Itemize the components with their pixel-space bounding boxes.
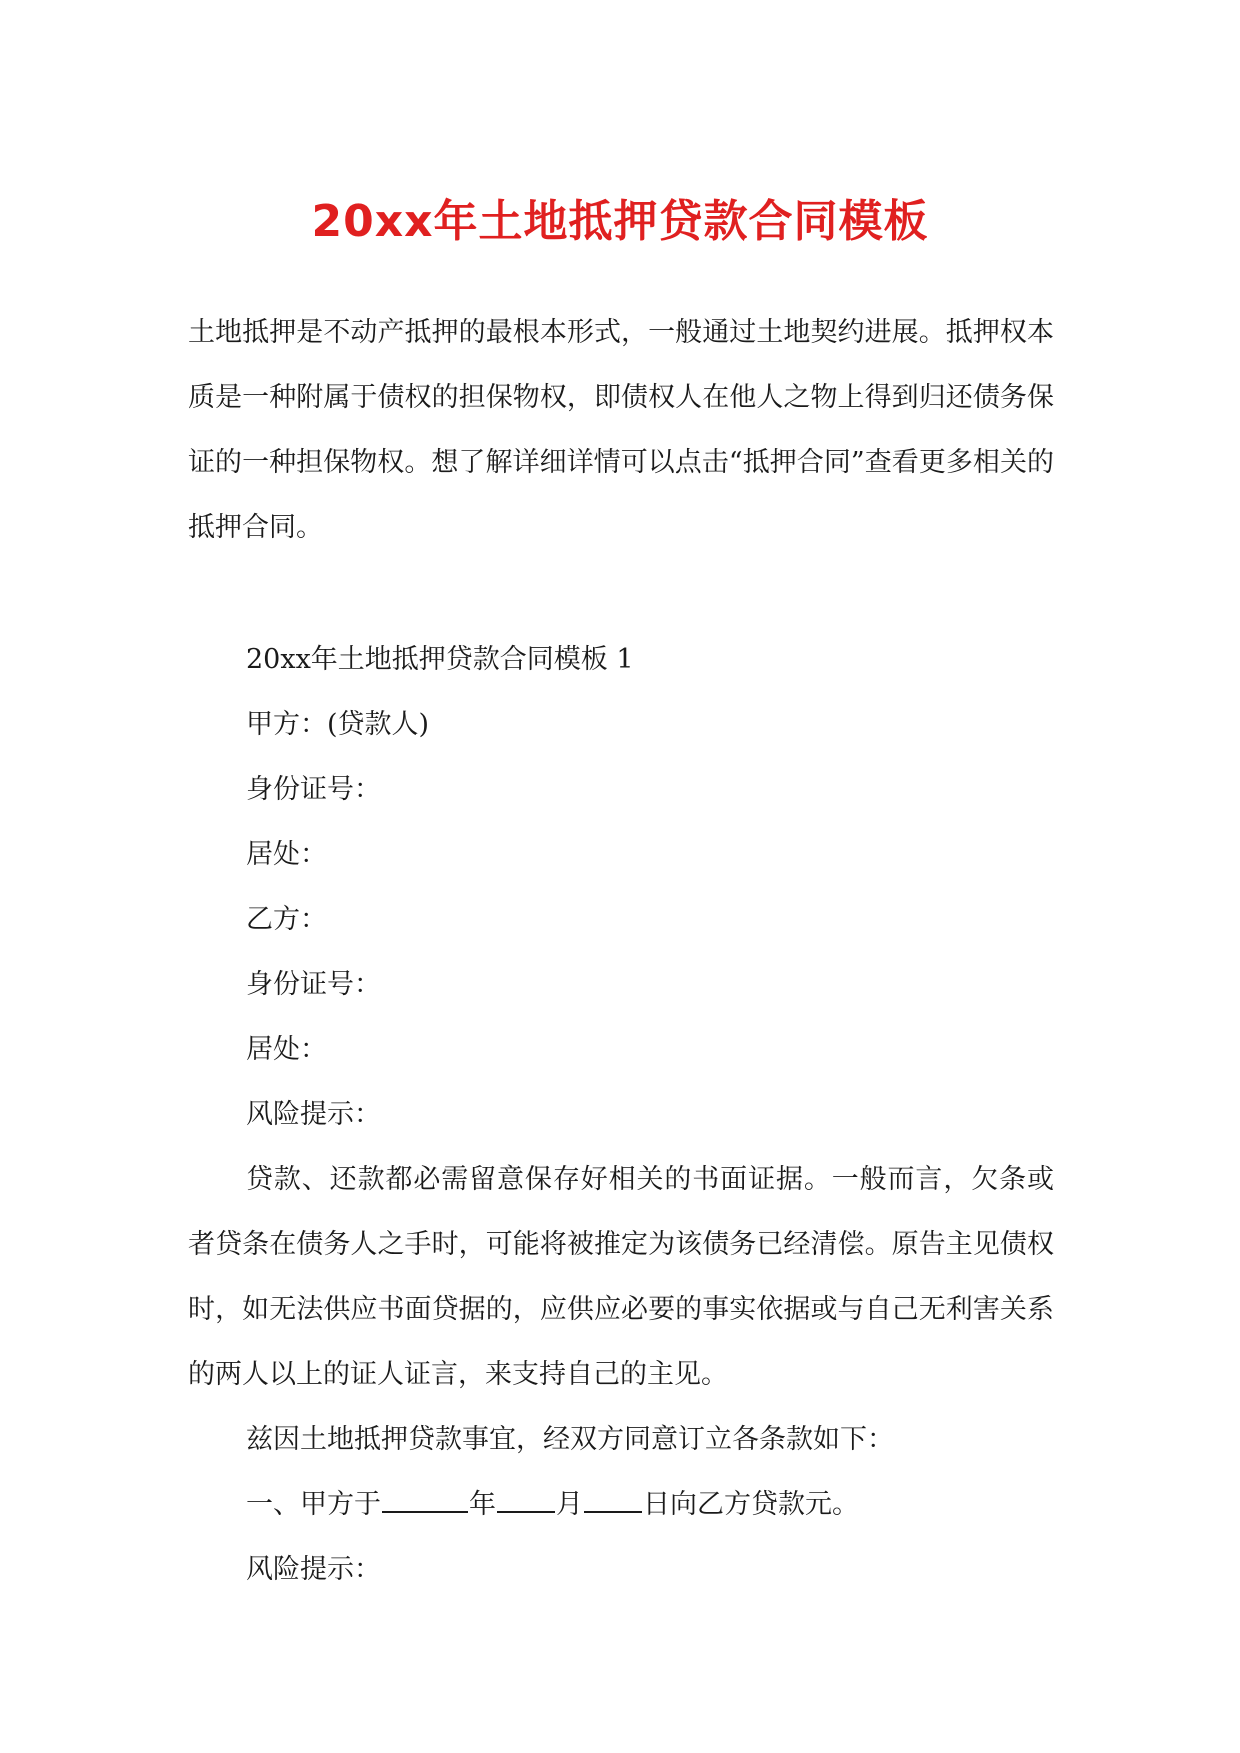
party-b-line: 乙方： bbox=[246, 904, 327, 935]
month-blank[interactable] bbox=[497, 1483, 555, 1513]
intro-paragraph: 土地抵押是不动产抵押的最根本形式，一般通过土地契约进展。抵押权本质是一种附属于债权的担保物权，即债权人在他人之物上得到归还债务保证的一种担保物权。想了解详细详情可以点击“抵押合同”查看更多相关的抵押合同。 bbox=[188, 317, 1054, 543]
risk-tip-heading-2: 风险提示： bbox=[246, 1554, 381, 1585]
party-b-address-line: 居处： bbox=[246, 1034, 327, 1065]
party-a-id-line: 身份证号： bbox=[246, 774, 381, 805]
document-title: 20xx年土地抵押贷款合同模板 bbox=[311, 196, 929, 247]
party-a-address-line: 居处： bbox=[246, 839, 327, 870]
party-a-line: 甲方：(贷款人) bbox=[246, 709, 430, 740]
year-blank[interactable] bbox=[382, 1483, 468, 1513]
day-blank[interactable] bbox=[584, 1483, 642, 1513]
clause-1-suffix: 日向乙方贷款元。 bbox=[643, 1489, 859, 1520]
clause-1 bbox=[188, 1472, 1054, 1537]
agreement-intro: 兹因土地抵押贷款事宜，经双方同意订立各条款如下： bbox=[246, 1424, 894, 1455]
clause-1-month-label: 月 bbox=[556, 1489, 583, 1520]
contract-body bbox=[188, 627, 1054, 1602]
party-b-id-line: 身份证号： bbox=[246, 969, 381, 1000]
risk-tip-heading: 风险提示： bbox=[246, 1099, 381, 1130]
clause-1-prefix: 一、甲方于 bbox=[246, 1489, 381, 1520]
section-heading: 20xx年土地抵押贷款合同模板 1 bbox=[246, 644, 634, 675]
risk-paragraph: 贷款、还款都必需留意保存好相关的书面证据。一般而言，欠条或者贷条在债务人之手时，可能将被推定为该债务已经清偿。原告主见债权时，如无法供应书面贷据的，应供应必要的事实依据或与自己无利害关系的两人以上的证人证言，来支持自己的主见。 bbox=[188, 1164, 1054, 1390]
clause-1-year-label: 年 bbox=[469, 1489, 496, 1520]
